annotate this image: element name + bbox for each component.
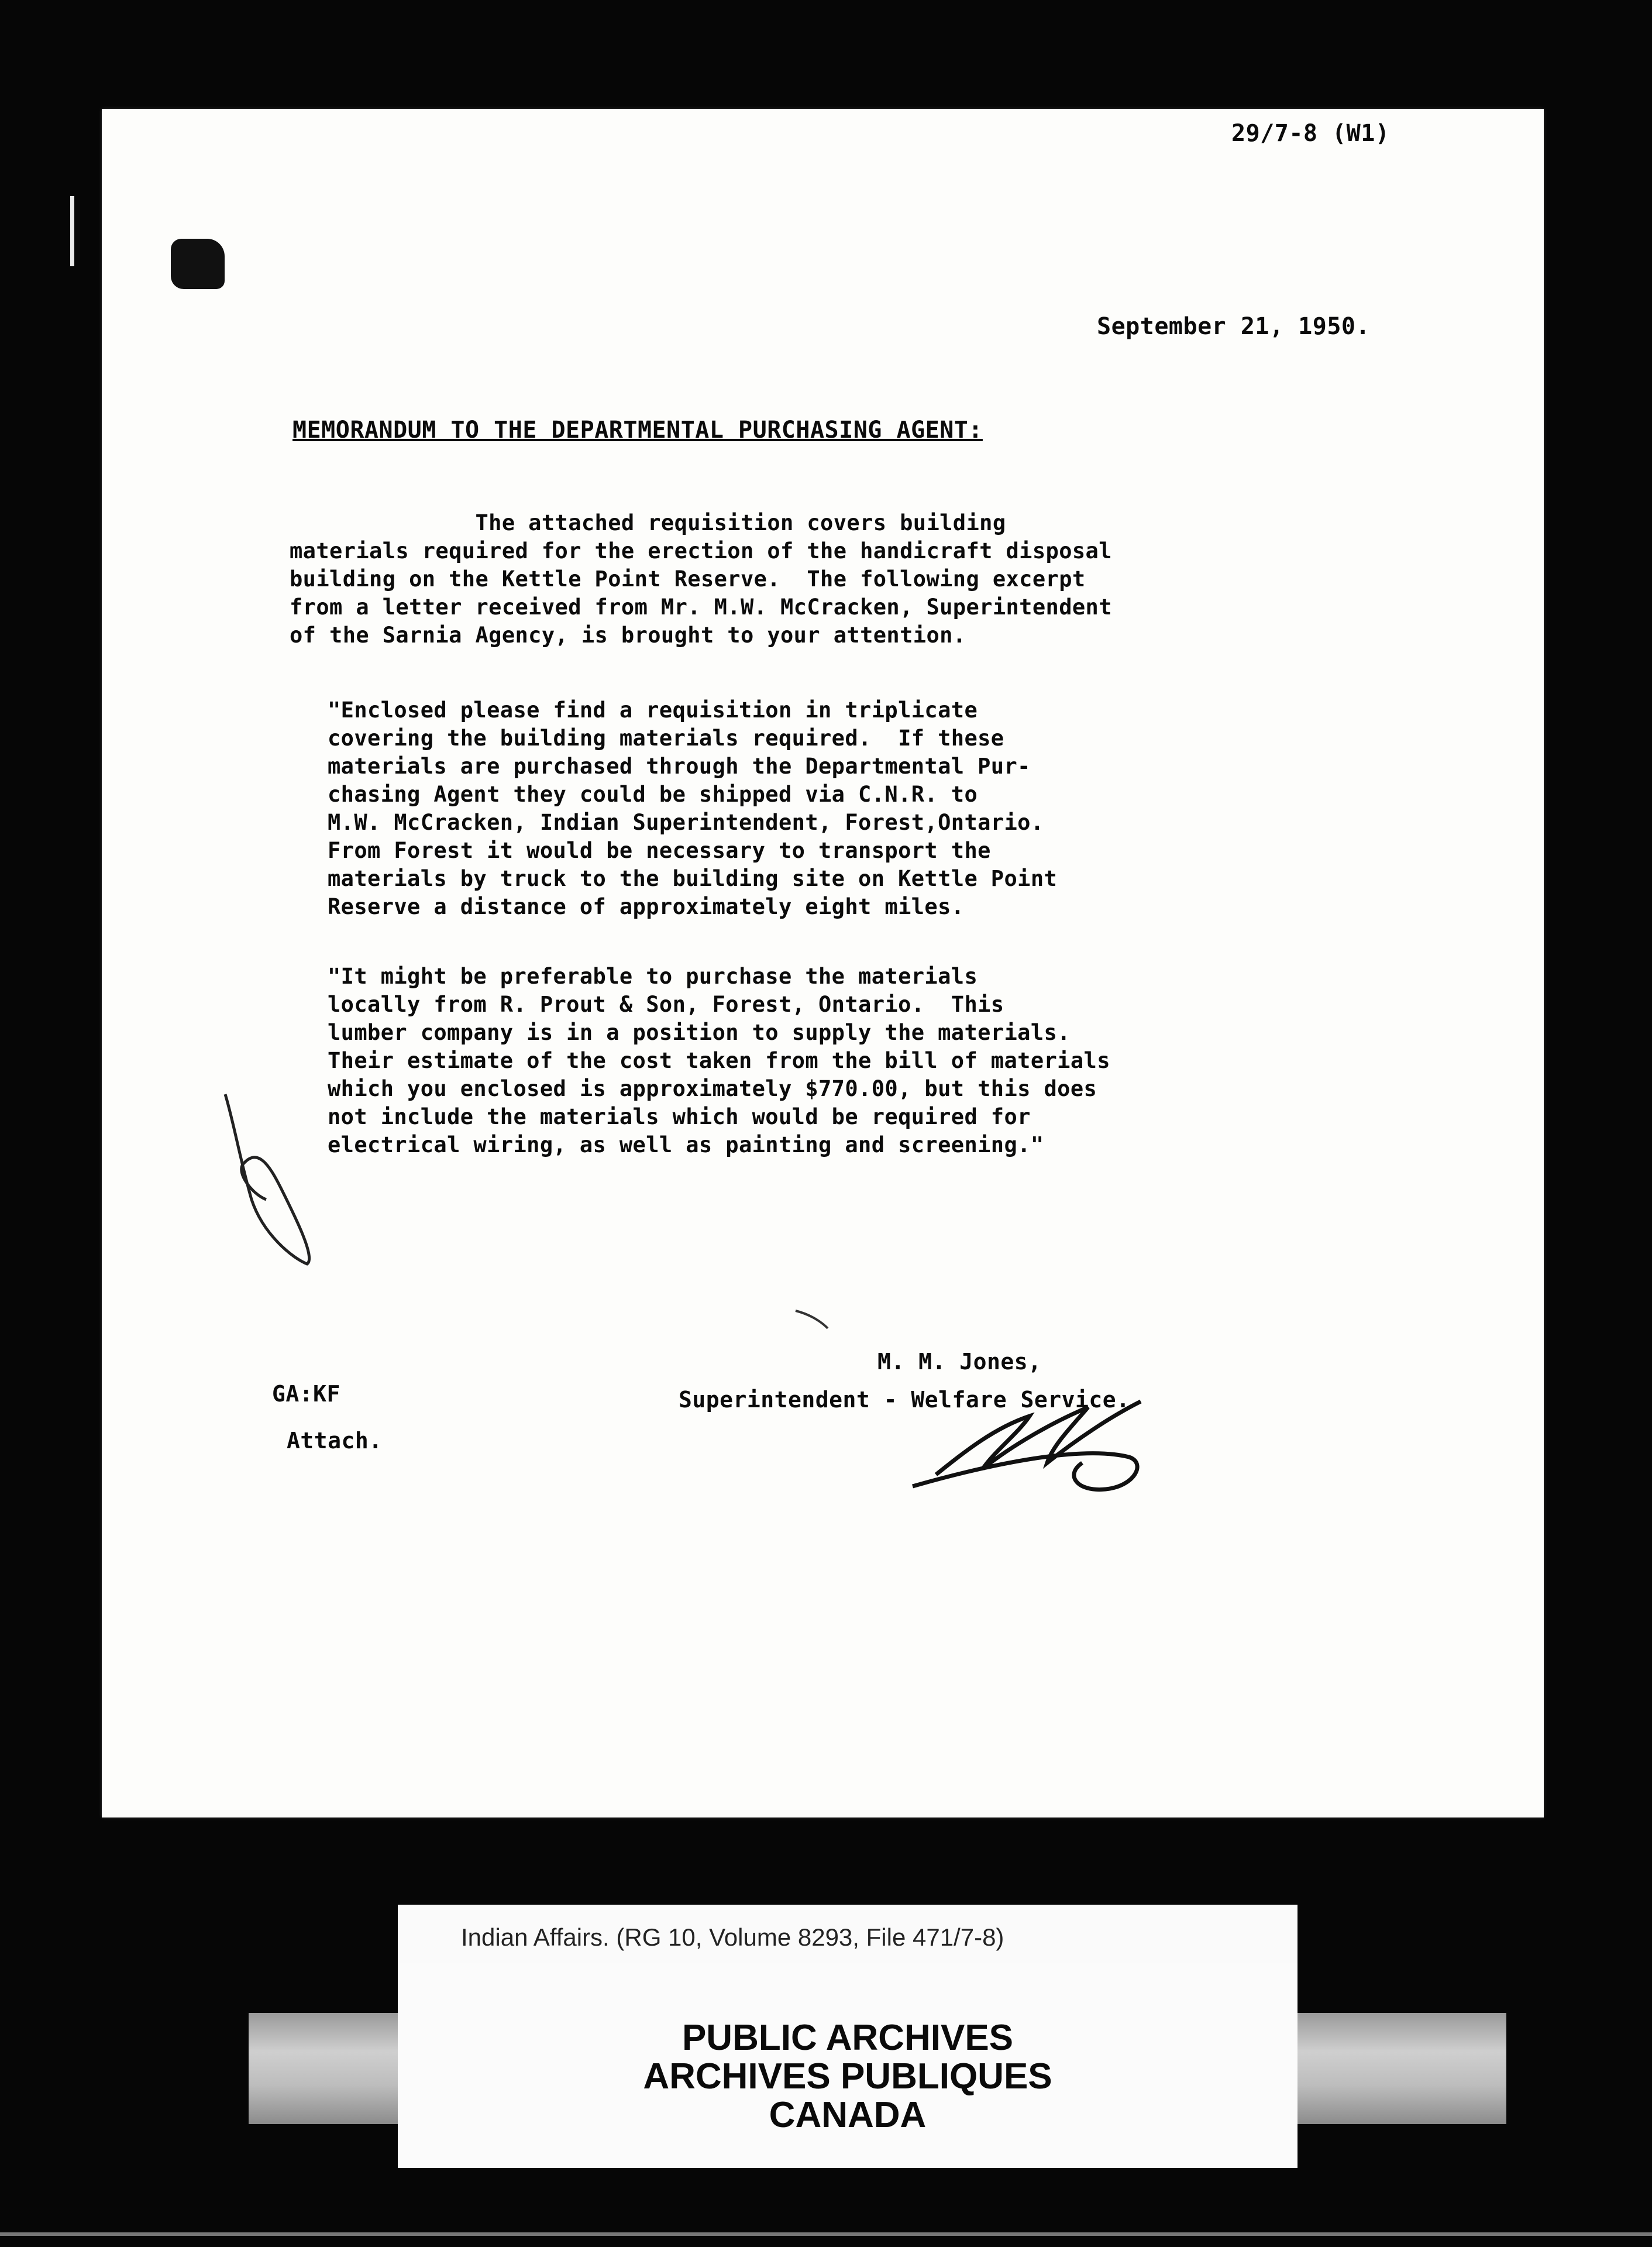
signatory-name: M. M. Jones, [877,1349,1042,1375]
stamp-line: PUBLIC ARCHIVES [682,2018,1014,2058]
paragraph-line: The attached requisition covers building [290,510,1006,535]
paragraph-line: "It might be preferable to purchase the materials [328,964,978,989]
film-bottom-edge [0,2232,1652,2236]
archive-source-text: Indian Affairs. (RG 10, Volume 8293, File 471/7-8) [461,1923,1004,1951]
memo-heading: MEMORANDUM TO THE DEPARTMENTAL PURCHASING AGENT: [292,417,983,444]
stray-mark [796,1311,828,1328]
attachment-note: Attach. [287,1428,383,1454]
paragraph-line: not include the materials which would be required for [328,1104,1031,1129]
paragraph-line: materials required for the erection of the handicraft disposal [290,538,1112,564]
stamp-line: ARCHIVES PUBLIQUES [643,2056,1052,2097]
paragraph-line: chasing Agent they could be shipped via C.N.R. to [328,782,978,807]
file-reference: 29/7-8 (W1) [1231,120,1390,147]
margin-check-mark [225,1094,309,1264]
paragraph-line: materials are purchased through the Departmental Pur- [328,754,1031,779]
paragraph-line: M.W. McCracken, Indian Superintendent, Forest,Ontario. [328,810,1044,835]
stamp-line: CANADA [769,2095,927,2135]
signature-mark [913,1401,1141,1490]
paragraph-line: lumber company is in a position to supply the materials. [328,1020,1071,1045]
paragraph-line: covering the building materials required. If these [328,726,1004,751]
paragraph-line: Reserve a distance of approximately eight miles. [328,894,965,919]
paragraph-line: Their estimate of the cost taken from the bill of materials [328,1048,1110,1073]
archive-stamp-text [398,2019,1297,2135]
paragraph-line: "Enclosed please find a requisition in triplicate [328,698,978,723]
paragraph-line: From Forest it would be necessary to transport the [328,838,991,863]
paragraph-line: materials by truck to the building site on Kettle Point [328,866,1058,891]
paragraph-line: locally from R. Prout & Son, Forest, Ontario. This [328,992,1004,1017]
reference-initials: GA:KF [272,1381,340,1407]
memo-date: September 21, 1950. [1097,313,1371,340]
paragraph-line: of the Sarnia Agency, is brought to your attention. [290,623,966,648]
paragraph-line: which you enclosed is approximately $770.00, but this does [328,1076,1097,1101]
paragraph-line: from a letter received from Mr. M.W. McCracken, Superintendent [290,595,1112,620]
paragraph-line: building on the Kettle Point Reserve. The following excerpt [290,566,1086,592]
signatory-title: Superintendent - Welfare Service. [679,1387,1130,1413]
paragraph-line: electrical wiring, as well as painting and screening." [328,1132,1044,1157]
